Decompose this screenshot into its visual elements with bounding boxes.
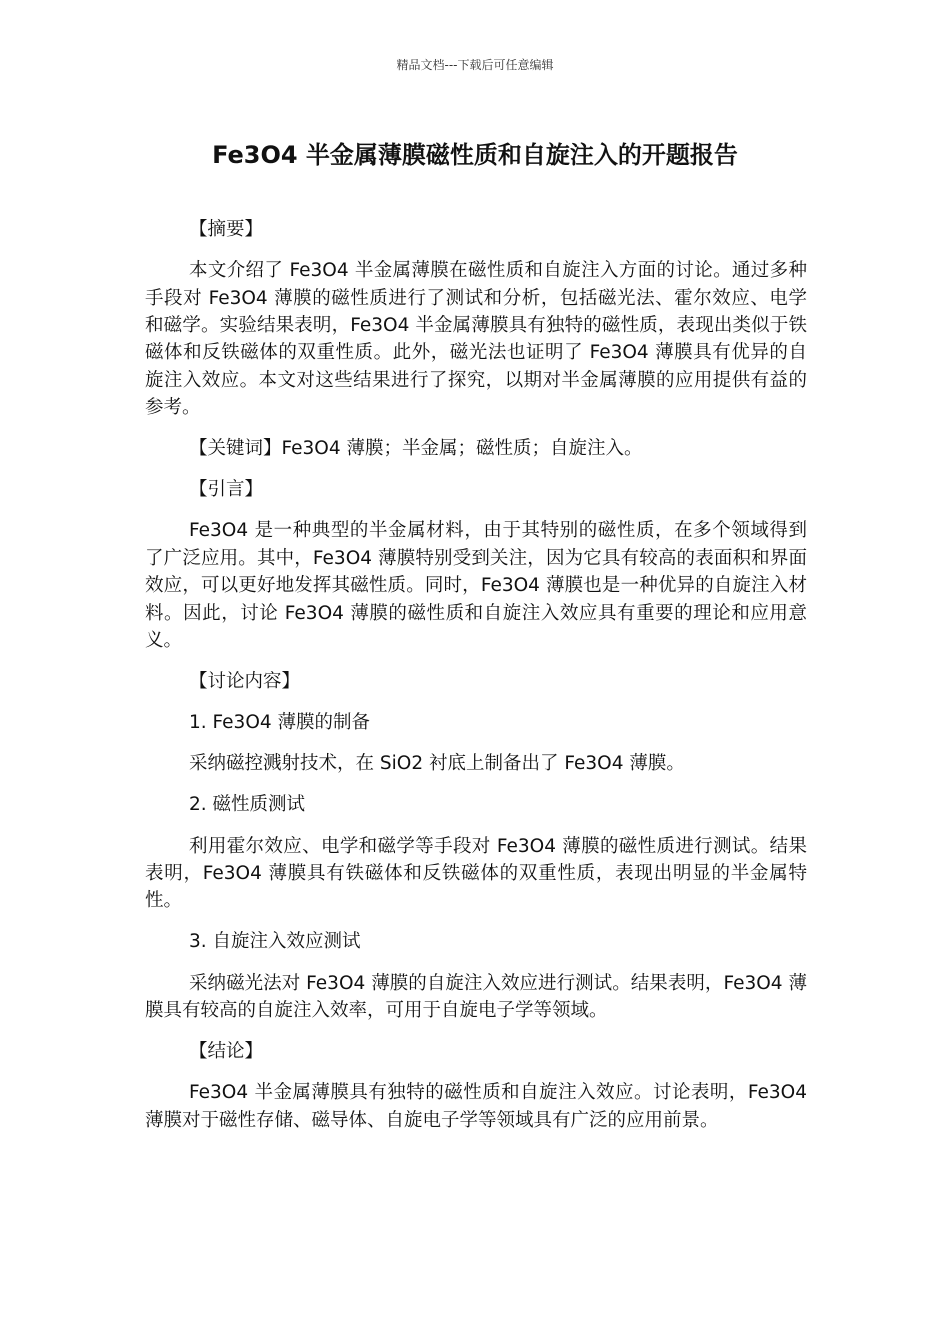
document-body [145, 216, 807, 1148]
item3-text: 采纳磁光法对 Fe3O4 薄膜的自旋注入效应进行测试。结果表明，Fe3O4 薄膜具有较高的自旋注入效率，可用于自旋电子学等领域。 [145, 972, 807, 1021]
intro-text: Fe3O4 是一种典型的半金属材料，由于其特别的磁性质，在多个领域得到了广泛应用。其中，Fe3O4 薄膜特别受到关注，因为它具有较高的表面积和界面效应，可以更好地发挥其磁性质。同时，Fe3O4 薄膜也是一种优异的自旋注入材料。因此，讨论 Fe3O4 薄膜的磁性质和自旋注入效应具有重要的理论和应用意义。 [145, 520, 807, 652]
discussion-heading: 【讨论内容】 [189, 671, 301, 693]
conclusion-heading: 【结论】 [189, 1041, 264, 1062]
abstract-text: 本文介绍了 Fe3O4 半金属薄膜在磁性质和自旋注入方面的讨论。通过多种手段对 Fe3O4 薄膜的磁性质进行了测试和分析，包括磁光法、霍尔效应、电学和磁学。实验结果表明，Fe3O4 半金属薄膜具有独特的磁性质，表现出类似于铁磁体和反铁磁体的双重性质。此外，磁光法也证明了 Fe3O4 薄膜具有优异的自旋注入效应。本文对这些结果进行了探究，以期对半金属薄膜的应用提供有益的参考。 [145, 260, 807, 419]
header-note: 精品文档---下载后可任意编辑 [396, 58, 554, 72]
item1-text: 采纳磁控溅射技术，在 SiO2 衬底上制备出了 Fe3O4 薄膜。 [189, 753, 685, 775]
intro-heading: 【引言】 [189, 479, 264, 501]
item2-heading: 2. 磁性质测试 [189, 794, 306, 816]
conclusion-text: Fe3O4 半金属薄膜具有独特的磁性质和自旋注入效应。讨论表明，Fe3O4 薄膜对于磁性存储、磁导体、自旋电子学等领域具有广泛的应用前景。 [145, 1082, 807, 1131]
item3-heading: 3. 自旋注入效应测试 [189, 931, 361, 953]
item2-text: 利用霍尔效应、电学和磁学等手段对 Fe3O4 薄膜的磁性质进行测试。结果表明，Fe3O4 薄膜具有铁磁体和反铁磁体的双重性质，表现出明显的半金属特性。 [145, 835, 807, 912]
abstract-heading: 【摘要】 [189, 219, 264, 240]
document-title: Fe3O4 半金属薄膜磁性质和自旋注入的开题报告 [212, 141, 738, 169]
item1-heading: 1. Fe3O4 薄膜的制备 [189, 712, 371, 734]
keywords: 【关键词】Fe3O4 薄膜；半金属；磁性质；自旋注入。 [189, 438, 643, 460]
